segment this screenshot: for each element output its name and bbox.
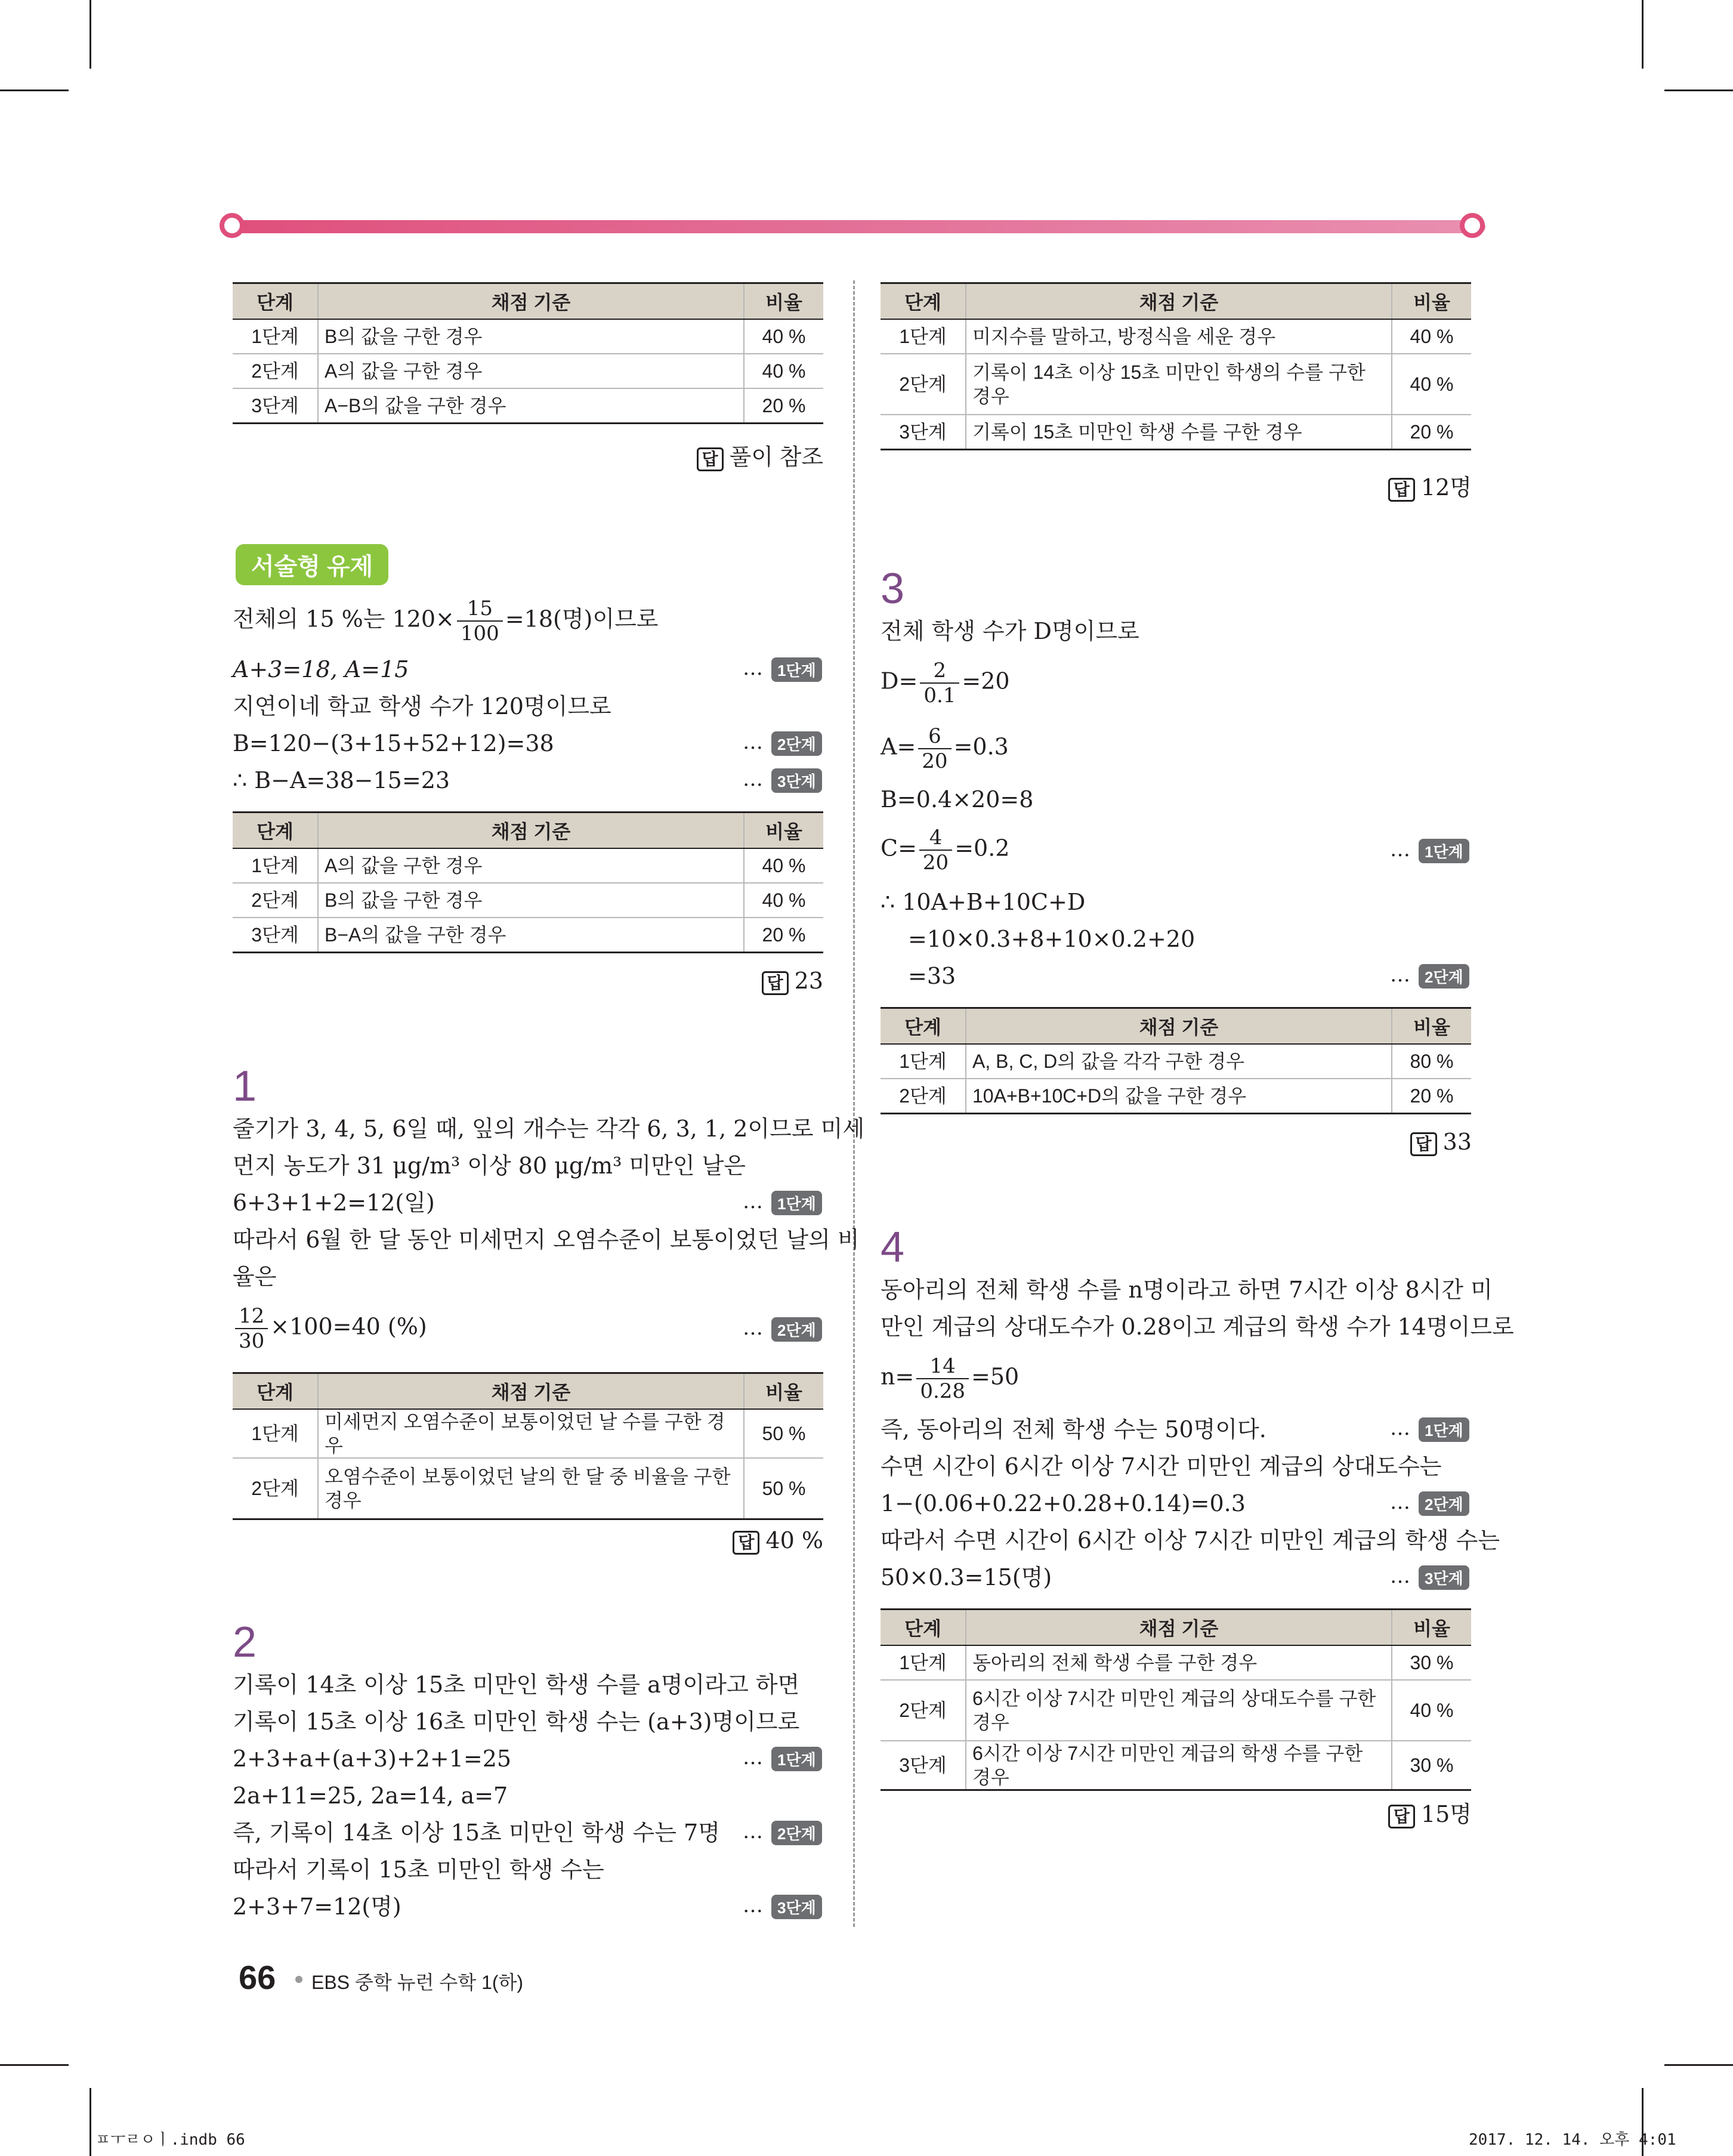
table-cell: 6시간 이상 7시간 미만인 계급의 학생 수를 구한 경우: [966, 1741, 1392, 1790]
table-cell: B−A의 값을 구한 경우: [318, 918, 744, 953]
table-header-criteria: 채점 기준: [966, 1008, 1392, 1045]
text-line: 50×0.3=15(명): [881, 1564, 1052, 1590]
text-line: 기록이 14초 이상 15초 미만인 학생 수를 a명이라고 하면: [233, 1672, 800, 1698]
table-cell: 1단계: [881, 1044, 966, 1079]
table-cell: 40 %: [744, 354, 823, 388]
text-line: ∴ B−A=38−15=23: [233, 767, 450, 793]
answer-text: 23: [794, 968, 823, 994]
step-marker: … 3단계: [743, 767, 822, 793]
table-cell: B의 값을 구한 경우: [318, 883, 744, 918]
book-title: EBS 중학 뉴런 수학 1(하): [311, 1972, 524, 1993]
problem-number: 1: [233, 1062, 257, 1110]
table-cell: 기록이 14초 이상 15초 미만인 학생의 수를 구한 경우: [966, 354, 1392, 415]
table-header-criteria: 채점 기준: [966, 283, 1392, 320]
table-cell: 6시간 이상 7시간 미만인 계급의 상대도수를 구한 경우: [966, 1680, 1392, 1741]
table-header-criteria: 채점 기준: [966, 1610, 1392, 1646]
table-cell: 40 %: [1392, 354, 1471, 415]
equation-line: C= $\frac{4}{20}$ =0.2: [881, 826, 1010, 875]
table-cell: 1단계: [233, 319, 318, 354]
text-line: 2+3+7=12(명): [233, 1894, 401, 1920]
answer: [697, 438, 823, 471]
text-line: 2a+11=25, 2a=14, a=7: [233, 1783, 508, 1809]
step-marker: … 1단계: [743, 1746, 822, 1771]
table-cell: 30 %: [1392, 1741, 1471, 1790]
header-accent-bar: [224, 220, 1485, 233]
text-line: 즉, 기록이 14초 이상 15초 미만인 학생 수는 7명: [233, 1820, 720, 1846]
fraction: $\frac{2}{0.1}$: [920, 659, 959, 708]
equation-line: =33: [908, 963, 956, 989]
text-line: 동아리의 전체 학생 수를 n명이라고 하면 7시간 이상 8시간 미: [881, 1277, 1493, 1303]
scoring-table-p1: [233, 1372, 823, 1520]
page-number: 66: [239, 1959, 276, 1996]
answer-text: 15명: [1420, 1801, 1472, 1827]
problem-number: 4: [881, 1224, 905, 1271]
answer-label: 답: [1388, 1805, 1415, 1828]
table-cell: A−B의 값을 구한 경우: [318, 388, 744, 424]
text-line: 수면 시간이 6시간 이상 7시간 미만인 계급의 상대도수는: [881, 1453, 1442, 1479]
table-cell: A의 값을 구한 경우: [318, 848, 744, 883]
crop-mark: [0, 89, 69, 91]
fraction: $\frac{15}{100}$: [457, 597, 503, 645]
table-cell: 20 %: [1392, 1079, 1471, 1114]
table-cell: 40 %: [1392, 319, 1471, 354]
answer-text: 12명: [1420, 474, 1472, 501]
file-name: ㅍㅜㄹㅇㅣ.indb 66: [95, 2131, 245, 2149]
step-marker: … 2단계: [743, 730, 822, 756]
text-line: 전체의 15 %는 120× $\frac{15}{100}$ =18(명)이므로: [233, 597, 659, 645]
text-line: 지연이네 학교 학생 수가 120명이므로: [233, 693, 611, 719]
equation-line: ∴ 10A+B+10C+D: [881, 889, 1086, 915]
answer-label: 답: [733, 1531, 759, 1555]
answer: [762, 968, 823, 995]
table-cell: 오염수준이 보통이었던 날의 한 달 중 비율을 구한 경우: [318, 1458, 744, 1519]
text-line: 2+3+a+(a+3)+2+1=25: [233, 1746, 512, 1772]
table-cell: 40 %: [744, 883, 823, 918]
table-header-ratio: 비율: [744, 283, 823, 320]
table-cell: 30 %: [1392, 1645, 1471, 1680]
table-header-ratio: 비율: [1392, 283, 1471, 320]
table-cell: 미세먼지 오염수준이 보통이었던 날 수를 구한 경우: [318, 1409, 744, 1458]
table-header-criteria: 채점 기준: [318, 1373, 744, 1410]
equation-line: B=0.4×20=8: [881, 786, 1034, 813]
answer-label: 답: [762, 971, 789, 995]
table-cell: 40 %: [1392, 1680, 1471, 1741]
table-header-step: 단계: [881, 1610, 966, 1646]
table-cell: 1단계: [881, 1645, 966, 1680]
table-cell: 20 %: [1392, 415, 1471, 450]
fraction: $\frac{14}{0.28}$: [916, 1354, 969, 1403]
table-cell: 20 %: [744, 388, 823, 424]
step-marker: … 3단계: [743, 1894, 822, 1919]
answer-text: 40 %: [765, 1527, 823, 1553]
step-marker: … 2단계: [1390, 963, 1469, 989]
table-cell: 2단계: [881, 1079, 966, 1114]
answer: [733, 1527, 823, 1555]
text-line: 율은: [233, 1264, 277, 1290]
answer: [1388, 469, 1472, 502]
text-line: 즉, 동아리의 전체 학생 수는 50명이다.: [881, 1416, 1266, 1443]
table-cell: 40 %: [744, 848, 823, 883]
table-header-step: 단계: [233, 813, 318, 849]
answer-text: 풀이 참조: [729, 445, 823, 470]
equation-line: n= $\frac{14}{0.28}$ =50: [881, 1354, 1020, 1403]
footer-bullet-icon: [295, 1976, 302, 1983]
table-cell: A, B, C, D의 값을 각각 구한 경우: [966, 1044, 1392, 1079]
text-line: 따라서 기록이 15초 미만인 학생 수는: [233, 1857, 604, 1883]
scoring-table-prev-right: [881, 282, 1471, 450]
fraction: $\frac{12}{30}$: [235, 1304, 268, 1353]
table-header-ratio: 비율: [744, 1373, 823, 1410]
text-line: 먼지 농도가 31 μg/m³ 이상 80 μg/m³ 미만인 날은: [233, 1153, 746, 1179]
table-cell: 2단계: [233, 883, 318, 918]
crop-mark: [89, 2088, 91, 2156]
text-line: $\frac{12}{30}$ ×100=40 (%): [233, 1304, 427, 1353]
step-marker: … 1단계: [743, 656, 822, 682]
answer: [1388, 1796, 1472, 1828]
text-line: 따라서 6월 한 달 동안 미세먼지 오염수준이 보통이었던 날의 비: [233, 1227, 860, 1253]
table-header-step: 단계: [881, 283, 966, 320]
table-cell: 80 %: [1392, 1044, 1471, 1079]
text-line: B=120−(3+15+52+12)=38: [233, 730, 554, 756]
table-cell: 50 %: [744, 1458, 823, 1519]
table-cell: 동아리의 전체 학생 수를 구한 경우: [966, 1645, 1392, 1680]
table-header-ratio: 비율: [744, 813, 823, 849]
table-header-ratio: 비율: [1392, 1008, 1471, 1045]
table-header-step: 단계: [233, 283, 318, 320]
equation-line: =10×0.3+8+10×0.2+20: [908, 926, 1196, 952]
table-cell: 3단계: [881, 415, 966, 450]
scoring-table-sulsul: [233, 811, 823, 953]
table-header-step: 단계: [881, 1008, 966, 1045]
section-badge: 서술형 유제: [236, 544, 388, 585]
table-cell: A의 값을 구한 경우: [318, 354, 744, 388]
table-cell: 1단계: [233, 848, 318, 883]
table-cell: 50 %: [744, 1409, 823, 1458]
text-line: 1−(0.06+0.22+0.28+0.14)=0.3: [881, 1490, 1246, 1516]
table-cell: 20 %: [744, 918, 823, 953]
table-cell: 2단계: [233, 354, 318, 388]
answer: [1410, 1129, 1472, 1156]
text-line: A+3=18, A=15: [233, 656, 409, 682]
column-divider: [853, 280, 855, 1927]
answer-label: 답: [697, 447, 724, 471]
text-line: 전체 학생 수가 D명이므로: [881, 618, 1139, 644]
step-marker: … 1단계: [1390, 838, 1469, 863]
header-bar-right-dot: [1460, 213, 1485, 238]
fraction: $\frac{6}{20}$: [918, 724, 951, 773]
table-cell: 10A+B+10C+D의 값을 구한 경우: [966, 1079, 1392, 1114]
step-marker: … 2단계: [743, 1820, 822, 1845]
text-line: 6+3+1+2=12(일): [233, 1190, 435, 1216]
table-cell: 2단계: [881, 1680, 966, 1741]
table-cell: 1단계: [233, 1409, 318, 1458]
table-header-ratio: 비율: [1392, 1610, 1471, 1646]
table-cell: 미지수를 말하고, 방정식을 세운 경우: [966, 319, 1392, 354]
table-cell: 3단계: [233, 388, 318, 424]
scoring-table-prev-left: [233, 282, 823, 424]
scoring-table-p4: [881, 1608, 1471, 1791]
print-timestamp: 2017. 12. 14. 오후 4:01: [1469, 2131, 1676, 2149]
table-cell: 2단계: [233, 1458, 318, 1519]
step-marker: … 1단계: [743, 1190, 822, 1215]
text-line: 따라서 수면 시간이 6시간 이상 7시간 미만인 계급의 학생 수는: [881, 1527, 1500, 1553]
crop-mark: [0, 2064, 69, 2066]
table-cell: 3단계: [881, 1741, 966, 1790]
table-cell: 기록이 15초 미만인 학생 수를 구한 경우: [966, 415, 1392, 450]
equation-line: A= $\frac{6}{20}$ =0.3: [881, 724, 1009, 773]
table-header-step: 단계: [233, 1373, 318, 1410]
crop-mark: [89, 0, 91, 69]
table-cell: B의 값을 구한 경우: [318, 319, 744, 354]
table-cell: 3단계: [233, 918, 318, 953]
scoring-table-p3: [881, 1007, 1471, 1114]
crop-mark: [1642, 0, 1644, 69]
step-marker: … 2단계: [743, 1316, 822, 1342]
fraction: $\frac{4}{20}$: [919, 826, 952, 875]
answer-text: 33: [1442, 1129, 1472, 1155]
table-cell: 2단계: [881, 354, 966, 415]
table-cell: 1단계: [881, 319, 966, 354]
text-line: 만인 계급의 상대도수가 0.28이고 계급의 학생 수가 14명이므로: [881, 1314, 1514, 1340]
answer-label: 답: [1410, 1132, 1437, 1156]
answer-label: 답: [1388, 478, 1415, 502]
crop-mark: [1664, 89, 1733, 91]
step-marker: … 2단계: [1390, 1490, 1469, 1516]
equation-line: D= $\frac{2}{0.1}$ =20: [881, 659, 1010, 708]
table-cell: 40 %: [744, 319, 823, 354]
crop-mark: [1664, 2064, 1733, 2066]
text-line: 줄기가 3, 4, 5, 6일 때, 잎의 개수는 각각 6, 3, 1, 2이므로 미세: [233, 1116, 865, 1142]
table-header-criteria: 채점 기준: [318, 283, 744, 320]
table-header-criteria: 채점 기준: [318, 813, 744, 849]
text-line: 기록이 15초 이상 16초 미만인 학생 수는 (a+3)명이므로: [233, 1709, 800, 1735]
header-bar-left-dot: [220, 213, 245, 238]
problem-number: 2: [233, 1618, 257, 1666]
step-marker: … 1단계: [1390, 1416, 1469, 1442]
step-marker: … 3단계: [1390, 1564, 1469, 1590]
problem-number: 3: [881, 565, 905, 613]
